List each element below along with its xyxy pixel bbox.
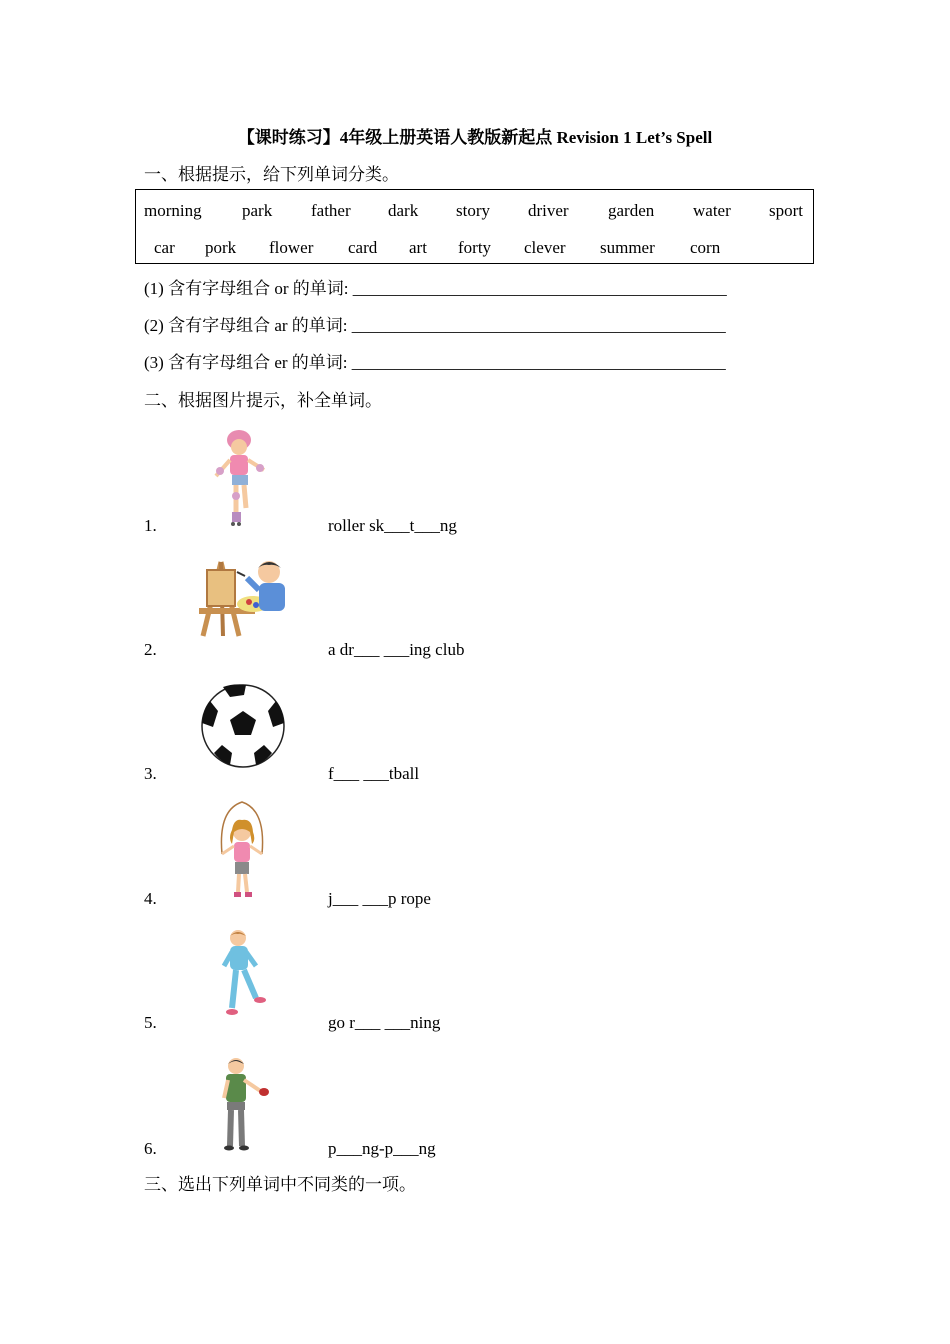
fill-blank-1: roller sk___t___ng — [328, 516, 457, 535]
word-bank-item: dark — [388, 201, 419, 220]
item-number: 3. — [144, 764, 157, 783]
word-bank-item: art — [409, 238, 427, 257]
fill-blank-4: j___ ___p rope — [328, 889, 431, 908]
word-bank-item: morning — [144, 201, 202, 220]
item-number: 5. — [144, 1013, 157, 1032]
word-bank-item: summer — [600, 238, 655, 257]
item-number: 6. — [144, 1139, 157, 1158]
question-ar: (2) 含有字母组合 ar 的单词: ____________________________________________ — [144, 316, 726, 335]
word-bank-item: flower — [269, 238, 314, 257]
word-bank-item: park — [242, 201, 273, 220]
section2-heading: 二、根据图片提示，补全单词。 — [144, 391, 382, 410]
word-bank-item: corn — [690, 238, 721, 257]
word-bank-item: driver — [528, 201, 569, 220]
girl-jumping-rope-icon — [214, 800, 270, 900]
question-or: (1) 含有字母组合 or 的单词: ____________________________________________ — [144, 279, 727, 298]
item-number: 2. — [144, 640, 157, 659]
word-bank-item: water — [693, 201, 731, 220]
word-bank-item: clever — [524, 238, 566, 257]
page-title: 【课时练习】4年级上册英语人教版新起点 Revision 1 Let’s Spell — [237, 128, 713, 147]
item-number: 4. — [144, 889, 157, 908]
fill-blank-6: p___ng-p___ng — [328, 1139, 436, 1158]
question-er: (3) 含有字母组合 er 的单词: ____________________________________________ — [144, 353, 726, 372]
section1-heading: 一、根据提示，给下列单词分类。 — [144, 165, 399, 184]
word-bank-item: story — [456, 201, 490, 220]
fill-blank-2: a dr___ ___ing club — [328, 640, 465, 659]
word-bank-item: forty — [458, 238, 492, 257]
section3-heading: 三、选出下列单词中不同类的一项。 — [144, 1175, 416, 1194]
boy-painting-easel-icon — [193, 556, 293, 640]
word-bank-item: car — [154, 238, 175, 257]
boy-running-icon — [220, 928, 266, 1018]
roller-skating-girl-icon — [206, 428, 272, 528]
word-bank-item: sport — [769, 201, 803, 220]
word-bank-item: card — [348, 238, 378, 257]
fill-blank-5: go r___ ___ning — [328, 1013, 441, 1032]
soccer-ball-icon — [200, 683, 286, 769]
word-bank-item: garden — [608, 201, 655, 220]
word-bank — [135, 189, 814, 264]
fill-blank-3: f___ ___tball — [328, 764, 420, 783]
man-ping-pong-icon — [218, 1056, 270, 1152]
word-bank-item: pork — [205, 238, 237, 257]
word-bank-item: father — [311, 201, 351, 220]
item-number: 1. — [144, 516, 157, 535]
